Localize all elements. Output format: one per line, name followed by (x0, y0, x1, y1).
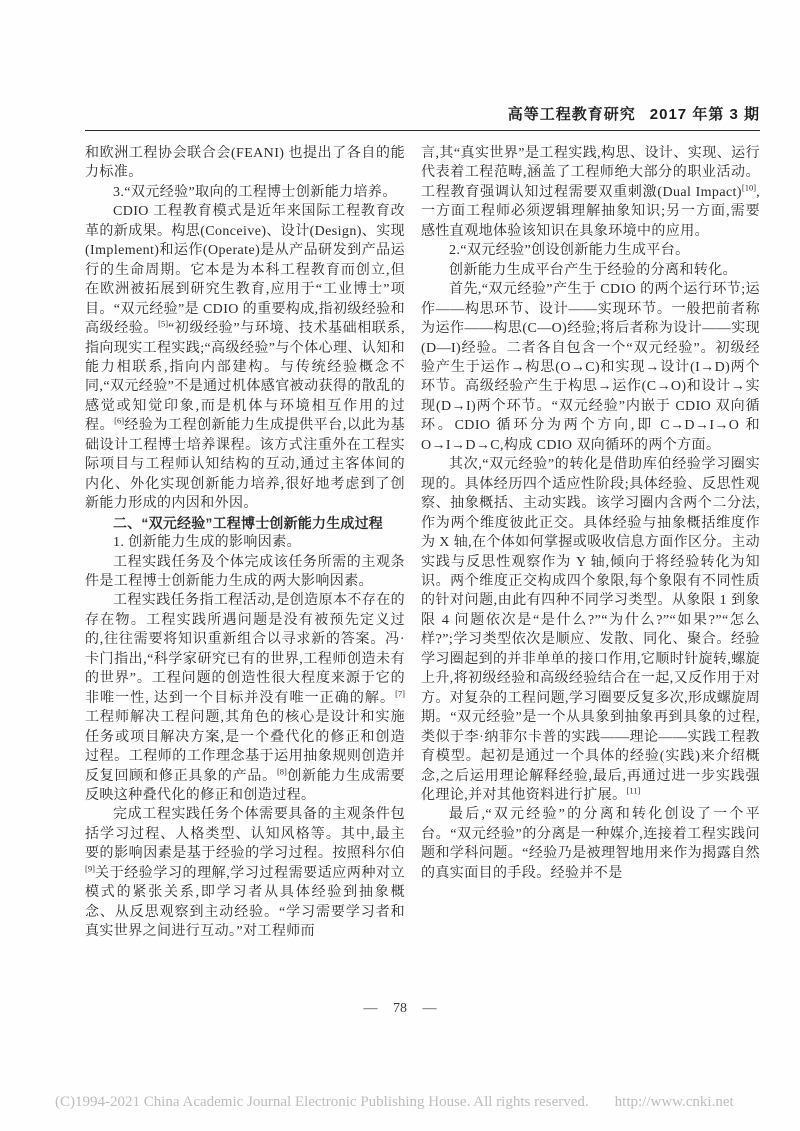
footnote-ref: [6] (114, 415, 125, 426)
page-header (85, 103, 760, 124)
paragraph: 其次,“双元经验”的转化是借助库伯经验学习圈实现的。具体经历四个适应性阶段;具体经验、反思性观察、抽象概括、主动实践。该学习圈内含两个二分法,作为两个维度彼此正交。具体经验与抽象概括维度作为 X 轴,在个体如何掌握或吸收信息方面作区分。主动实践与反思性观察作为 Y 轴,倾向于将经验转化为知识。两个维度正交构成四个象限,每个象限有不同性质的针对问题,由此有四种不同学习类型。从象限 1 到象限 4 问题依次是“是什么?”“为什么?”“如果?”“怎么样?”;学习类型依次是顺应、发散、同化、聚合。经验学习圈起到的并非单单的接口作用,它顺时针旋转,螺旋上升,将初级经验和高级经验结合在一起,又反作用于对方。对复杂的工程问题,学习圈要反复多次,形成螺旋周期。“双元经验”是一个从具象到抽象再到具象的过程,类似于李·纳菲尔卡普的实践——理论——实践工程教育模型。起初是通过一个具体的经验(实践)来介绍概念,之后运用理论解释经验,最后,再通过进一步实践强化理论,并对其他资料进行扩展。[11] (421, 457, 760, 803)
page-number: — 78 — (363, 1001, 437, 1016)
footnote-ref: [8] (276, 765, 287, 776)
journal-title: 高等工程教育研究 (507, 106, 636, 123)
footnote-ref: [10] (741, 182, 757, 193)
copyright-text: (C)1994-2021 China Academic Journal Electronic Publishing House. All rights reserved. (55, 1094, 589, 1110)
header-rule (85, 130, 760, 131)
paragraph: 完成工程实践任务个体需要具备的主观条件包括学习过程、人格类型、认知风格等。其中,最主要的影响因素是基于经验的学习过程。按照科尔伯[9]关于经验学习的理解,学习过程需要适应两种对立模式的紧张关系,即学习者从具体经验到抽象概念、从反思观察到主动经验。“学习需要学习者和真实世界之间进行互动。”对工程师而 (85, 807, 405, 940)
paragraph: 3.“双元经验”取向的工程博士创新能力培养。 (113, 184, 397, 200)
footnote-ref: [7] (395, 688, 405, 699)
paragraph: 和欧洲工程协会联合会(FEANI) 也提出了各自的能力标准。 (85, 146, 405, 181)
article-body (85, 144, 760, 1000)
left-column (85, 144, 405, 1000)
paragraph: 工程实践任务指工程活动,是创造原本不存在的存在物。工程实践所遇问题是没有被预先定义过的,往往需要将知识重新组合以寻求新的答案。冯·卡门指出,“科学家研究已有的世界,工程师创造未有的世界”。工程问题的创造性很大程度来源于它的非唯一性, 达到一个目标并没有唯一正确的解。[7]工程师解决工程问题,其角色的核心是设计和实施任务或项目解决方案,是一个叠代化的修正和创造过程。工程师的工作理念基于运用抽象规则创造并反复回顾和修正具象的产品。[8]创新能力生成需要反映这种叠代化的修正和创造过程。 (85, 593, 405, 803)
paragraph: 工程实践任务及个体完成该任务所需的主观条件是工程博士创新能力生成的两大影响因素。 (85, 554, 405, 589)
issue-label: 2017 年第 3 期 (649, 106, 760, 123)
paragraph: 1. 创新能力生成的影响因素。 (113, 535, 301, 551)
paragraph: 首先,“双元经验”产生于 CDIO 的两个运行环节;运作——构思环节、设计——实现环节。一般把前者称为运作——构思(C—O)经验;将后者称为设计——实现(D—I)经验。二者各自包含一个“双元经验”。初级经验产生于运作→构思(O→C)和实现→设计(I→D)两个环节。高级经验产生于构思→运作(C→O)和设计→实现(D→I)两个环节。“双元经验”内嵌于 CDIO 双向循环。CDIO 循环分为两个方向,即 C→D→I→O 和 O→I→D→C,构成 CDIO 双向循环的两个方面。 (421, 282, 760, 453)
paragraph: CDIO 工程教育模式是近年来国际工程教育改革的新成果。构思(Conceive)、设计(Design)、实现(Implement)和运作(Operate)是从产品研发到产品运行的生命周期。它本是为本科工程教育而创立,但在欧洲被拓展到研究生教育,应用于“工业博士”项目。“双元经验”是 CDIO 的重要构成,指初级经验和高级经验。[5]“初级经验”与环境、技术基础相联系,指向现实工程实践;“高级经验”与个体心理、认知和能力相联系,指向内部建构。与传统经验概念不同,“双元经验”不是通过机体感官被动获得的散乱的感觉或知觉印象,而是机体与环境相互作用的过程。[6]经验为工程创新能力生成提供平台,以此为基础设计工程博士培养课程。该方式注重外在工程实际项目与工程师认知结构的互动,通过主客体间的内化、外化实现创新能力培养,很好地考虑到了创新能力形成的内因和外因。 (85, 204, 405, 512)
footnote-ref: [11] (626, 785, 641, 796)
footnote-ref: [5] (158, 318, 169, 329)
paragraph: 言,其“真实世界”是工程实践,构思、设计、实现、运行代表着工程范畴,涵盖了工程师绝大部分的职业活动。工程教育强调认知过程需要双重刺激(Dual Impact)[10],一方面工程师必须逻辑理解抽象知识;另一方面,需要感性直观地体验该知识在具象环境中的应用。 (421, 146, 760, 239)
footer (55, 1094, 775, 1111)
paragraph: 2.“双元经验”创设创新能力生成平台。 (449, 243, 690, 259)
footnote-ref: [9] (85, 863, 95, 874)
section-heading: 二、“双元经验”工程博士创新能力生成过程 (113, 514, 383, 531)
paragraph: 最后,“双元经验”的分离和转化创设了一个平台。“双元经验”的分离是一种媒介,连接着工程实践问题和学科问题。“经验乃是被理智地用来作为揭露自然的真实面目的手段。经验并不是 (421, 807, 760, 881)
footer-url: http://www.cnki.net (614, 1094, 734, 1110)
right-column (421, 144, 760, 1000)
paragraph: 创新能力生成平台产生于经验的分离和转化。 (449, 262, 737, 278)
